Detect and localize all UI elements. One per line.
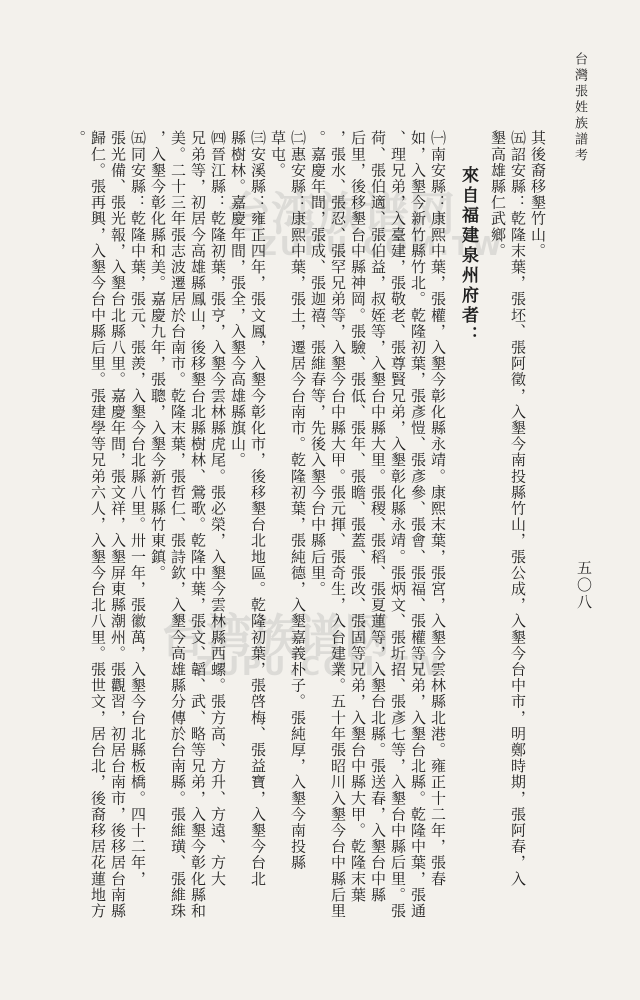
text-column: 如，入墾今新竹縣竹北。乾隆初葉，張彥愷、張彥參、張會、張福、張權等兄弟，入墾台北縣。乾隆中葉，張通 <box>409 130 427 919</box>
watermark-url: ZUPU.COM.TW <box>258 232 505 262</box>
text-body <box>69 130 547 940</box>
text-column: ㈣晉江縣：乾隆初葉，張亨，入墾今雲林縣虎尾。張必榮，入墾今雲林縣西螺。張方高、方升、方遠、方大 <box>209 130 227 887</box>
watermark-url: ZUPU.COM.TW <box>196 652 443 682</box>
text-column: ㈠南安縣：康熙中葉，張權，入墾今彰化縣永靖。康熙末葉，張宮，入墾今雲林縣北港。雍正十二年，張春 <box>429 130 447 887</box>
watermark-title: 台湾族谱网 <box>160 609 390 663</box>
text-column: ㈤詔安縣：乾隆末葉，張坯、張阿徵，入墾今南投縣竹山，張公成，入墾今台中市，明鄭時期，張阿春，入 <box>509 130 527 887</box>
running-head: 台灣張姓族譜考 <box>572 52 587 164</box>
text-column: 后里，後移墾台中縣神岡。張驗、張低、張年、張瞻、張蓋、張改、張固等兄弟，入墾台中縣大甲。乾隆末葉 <box>349 130 367 903</box>
section-heading: 來自福建泉州府者： <box>458 166 478 346</box>
text-column: 歸仁。張再興，入墾今台中縣后里。張建學等兄弟六人，入墾今台北八里。張世文，居台北，後裔移居花蓮地方 <box>89 130 107 919</box>
text-column: ，入墾今彰化縣和美。嘉慶九年，張聰，入墾今新竹縣竹東鎮。 <box>149 130 167 581</box>
text-column: ㈢安溪縣：雍正四年，張文鳳，入墾今彰化市，後移墾台北地區。乾隆初葉，張啓梅、張益寶，入墾今台北 <box>249 130 267 887</box>
text-column: 張光備、張光報，入墾台北縣八里。嘉慶年間，張文祥，入墾屏東縣潮州。張觀習，初居台南市，後移居台南縣 <box>109 130 127 919</box>
text-column: ㈡惠安縣：康熙中葉，張土，遷居今台南市。乾隆初葉，張純德，入墾嘉義朴子。張純厚，入墾今南投縣 <box>289 130 307 871</box>
text-column: 其後裔移墾竹山。 <box>529 130 547 259</box>
text-column: 。嘉慶年間，張成、張迦禧、張維春等，先後入墾今台中縣后里。 <box>309 130 327 597</box>
text-column: ，張水、張忍、張罕兄弟等，入墾今台中縣大甲。張元揮、張奇生，入台建業。五十年張昭川入墾今台中縣后里 <box>329 130 347 919</box>
text-column: 縣樹林。嘉慶年間，張全，入墾今高雄縣旗山。 <box>229 130 247 469</box>
text-column: 、理兄弟，入臺建，張敬老、張尊賢兄弟，入墾彰化縣永靖。張炳文、張圻招、張彥七等，入墾台中縣后里。張 <box>389 130 407 919</box>
text-column: 草屯。 <box>269 130 287 179</box>
text-column: 兄弟等，初居今高雄縣鳳山，後移墾台北縣樹林、鶯歌。乾隆中葉，張文、韜、武、略等兄弟，入墾今彰化縣和 <box>189 130 207 919</box>
watermark-title: 台湾族谱网 <box>225 187 455 241</box>
text-column: 美。二十三年張志波遷居於台南市。乾隆末葉，張哲仁、張詩欽，入墾今高雄縣分傳於台南縣。張維璜、張維珠 <box>169 130 187 919</box>
page-number: 五〇八 <box>575 560 593 611</box>
text-column: 荷、張伯適、張伯益，叔姪等，入墾台中縣大里。張稷、張稻、張夏蓮等，入墾台北縣。張送春，入墾台中縣 <box>369 130 387 903</box>
text-column: 墾高雄縣仁武鄉。 <box>489 130 507 259</box>
text-column: 。 <box>69 130 87 147</box>
text-column: ㈤同安縣：乾隆中葉，張元、張羨，入墾今台北縣八里。卅一年，張徽萬，入墾今台北縣板橋。四十二年， <box>129 130 147 887</box>
